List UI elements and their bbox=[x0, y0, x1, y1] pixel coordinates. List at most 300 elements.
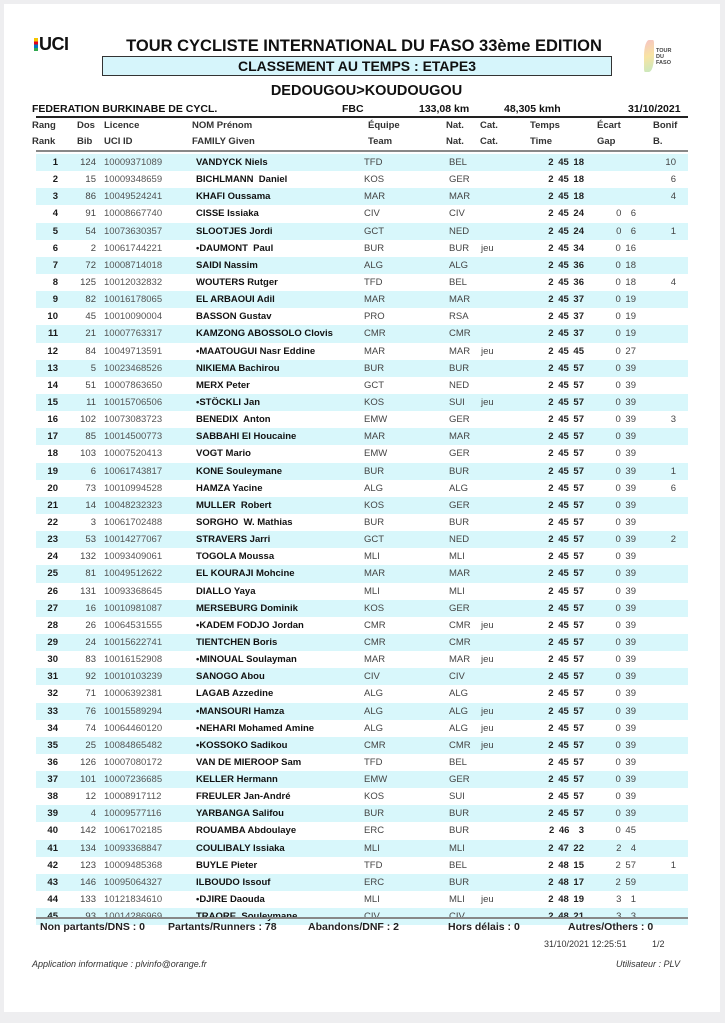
gap-cell: 0 39 bbox=[615, 396, 636, 408]
time-cell: 2 45 57 bbox=[548, 482, 584, 494]
uci-id-cell: 10010090004 bbox=[104, 311, 163, 323]
uci-id-cell: 10061702185 bbox=[104, 825, 163, 837]
nationality-cell: MAR bbox=[449, 568, 471, 580]
stage-distance: 133,08 km bbox=[419, 103, 470, 115]
rider-name-cell: FREULER Jan-André bbox=[196, 791, 291, 803]
uci-id-cell: 10048232323 bbox=[104, 499, 163, 511]
bib-cell: 51 bbox=[85, 379, 96, 391]
time-cell: 2 45 57 bbox=[548, 722, 584, 734]
rank-cell: 20 bbox=[47, 482, 58, 494]
bib-cell: 103 bbox=[80, 448, 96, 460]
bib-cell: 133 bbox=[80, 894, 96, 906]
category-cell: jeu bbox=[481, 705, 494, 717]
bonus-cell: 4 bbox=[670, 276, 676, 288]
rank-cell: 37 bbox=[47, 774, 58, 786]
bib-cell: 92 bbox=[85, 671, 96, 683]
user-credit: Utilisateur : PLV bbox=[616, 959, 681, 969]
team-cell: EMW bbox=[364, 774, 388, 786]
col-name-en: FAMILY Given bbox=[192, 136, 255, 147]
rider-name-cell: •KADEM FODJO Jordan bbox=[196, 619, 304, 631]
team-cell: CMR bbox=[364, 636, 386, 648]
table-row bbox=[36, 857, 688, 874]
rank-cell: 2 bbox=[52, 174, 58, 186]
col-team-fr: Équipe bbox=[368, 120, 400, 131]
nationality-cell: MLI bbox=[449, 842, 465, 854]
uci-id-cell: 10008667740 bbox=[104, 208, 163, 220]
col-bonif-fr: Bonif bbox=[653, 120, 678, 131]
nationality-cell: MAR bbox=[449, 191, 471, 203]
uci-logo bbox=[34, 34, 69, 55]
gap-cell: 0 6 bbox=[616, 225, 636, 237]
rider-name-cell: DIALLO Yaya bbox=[196, 585, 256, 597]
time-cell: 2 45 45 bbox=[548, 345, 584, 357]
federation-name: FEDERATION BURKINABE DE CYCL. bbox=[32, 103, 218, 115]
nationality-cell: MLI bbox=[449, 894, 465, 906]
rider-name-cell: CISSE Issiaka bbox=[196, 208, 259, 220]
team-cell: BUR bbox=[364, 465, 385, 477]
rank-cell: 22 bbox=[47, 516, 58, 528]
rank-cell: 33 bbox=[47, 705, 58, 717]
uci-id-cell: 10010103239 bbox=[104, 671, 163, 683]
col-cat-fr: Cat. bbox=[480, 120, 498, 131]
time-cell: 2 45 57 bbox=[548, 671, 584, 683]
uci-id-cell: 10095064327 bbox=[104, 876, 163, 888]
bib-cell: 26 bbox=[85, 619, 96, 631]
time-cell: 2 45 34 bbox=[548, 242, 584, 254]
bib-cell: 11 bbox=[86, 396, 96, 408]
table-row bbox=[36, 754, 688, 771]
gap-cell: 0 39 bbox=[615, 414, 636, 426]
nationality-cell: MAR bbox=[449, 294, 471, 306]
time-cell: 2 45 57 bbox=[548, 602, 584, 614]
bib-cell: 16 bbox=[85, 602, 96, 614]
bib-cell: 134 bbox=[80, 842, 96, 854]
team-cell: TFD bbox=[364, 276, 383, 288]
bib-cell: 125 bbox=[80, 276, 96, 288]
bib-cell: 82 bbox=[85, 294, 96, 306]
gap-cell: 0 39 bbox=[615, 688, 636, 700]
col-name-fr: NOM Prénom bbox=[192, 120, 253, 131]
uci-id-cell: 10121834610 bbox=[104, 894, 163, 906]
gap-cell: 0 18 bbox=[615, 259, 636, 271]
time-cell: 2 45 57 bbox=[548, 636, 584, 648]
bib-cell: 86 bbox=[85, 191, 96, 203]
table-row bbox=[36, 651, 688, 668]
event-title: TOUR CYCLISTE INTERNATIONAL DU FASO 33ème EDITION bbox=[126, 37, 602, 55]
rider-name-cell: STRAVERS Jarri bbox=[196, 534, 271, 546]
application-credit: Application informatique : plvinfo@orange.fr bbox=[32, 959, 207, 969]
results-table bbox=[36, 154, 688, 925]
table-row bbox=[36, 257, 688, 274]
team-cell: ALG bbox=[364, 688, 384, 700]
bib-cell: 76 bbox=[85, 705, 96, 717]
rank-cell: 32 bbox=[47, 688, 58, 700]
faso-logo-line: DU bbox=[656, 54, 664, 60]
rider-name-cell: •MAATOUGUI Nasr Eddine bbox=[196, 345, 316, 357]
nationality-cell: ALG bbox=[449, 705, 469, 717]
rank-cell: 14 bbox=[47, 379, 58, 391]
time-cell: 2 48 17 bbox=[548, 876, 584, 888]
bonus-cell: 2 bbox=[670, 534, 676, 546]
category-cell: jeu bbox=[481, 619, 494, 631]
rank-cell: 40 bbox=[47, 825, 58, 837]
team-cell: KOS bbox=[364, 499, 385, 511]
bib-cell: 102 bbox=[80, 414, 96, 426]
time-cell: 2 45 24 bbox=[548, 208, 584, 220]
rider-name-cell: HAMZA Yacine bbox=[196, 482, 263, 494]
team-cell: PRO bbox=[364, 311, 385, 323]
bib-cell: 123 bbox=[80, 859, 96, 871]
bonus-cell: 3 bbox=[670, 414, 676, 426]
hors-delais-count: Hors délais : 0 bbox=[448, 921, 520, 933]
nationality-cell: GER bbox=[449, 448, 470, 460]
time-cell: 2 48 19 bbox=[548, 894, 584, 906]
rider-name-cell: KELLER Hermann bbox=[196, 774, 278, 786]
table-row bbox=[36, 822, 688, 839]
table-row bbox=[36, 428, 688, 445]
gap-cell: 0 39 bbox=[615, 448, 636, 460]
rank-cell: 4 bbox=[52, 208, 58, 220]
rank-cell: 24 bbox=[47, 551, 58, 563]
time-cell: 2 45 18 bbox=[548, 191, 584, 203]
table-row bbox=[36, 874, 688, 891]
rank-cell: 13 bbox=[47, 362, 58, 374]
table-row bbox=[36, 325, 688, 342]
col-licence-fr: Licence bbox=[104, 120, 140, 131]
bib-cell: 142 bbox=[80, 825, 96, 837]
rider-name-cell: KAMZONG ABOSSOLO Clovis bbox=[196, 328, 333, 340]
team-cell: ALG bbox=[364, 705, 384, 717]
rank-cell: 1 bbox=[52, 157, 58, 168]
nationality-cell: BEL bbox=[449, 859, 467, 871]
uci-id-cell: 10016178065 bbox=[104, 294, 163, 306]
bib-cell: 73 bbox=[85, 482, 96, 494]
table-row bbox=[36, 531, 688, 548]
rank-cell: 7 bbox=[52, 259, 58, 271]
nationality-cell: MLI bbox=[449, 585, 465, 597]
team-cell: BUR bbox=[364, 242, 385, 254]
table-row bbox=[36, 394, 688, 411]
nationality-cell: SUI bbox=[449, 791, 465, 803]
bonus-cell: 1 bbox=[670, 465, 676, 477]
uci-id-cell: 10064531555 bbox=[104, 619, 163, 631]
time-cell: 2 45 57 bbox=[548, 705, 584, 717]
team-cell: CMR bbox=[364, 739, 386, 751]
nationality-cell: BUR bbox=[449, 516, 470, 528]
rank-cell: 6 bbox=[52, 242, 58, 254]
uci-id-cell: 10007080172 bbox=[104, 756, 163, 768]
table-row bbox=[36, 805, 688, 822]
bib-cell: 131 bbox=[80, 585, 96, 597]
rider-name-cell: •KOSSOKO Sadikou bbox=[196, 739, 288, 751]
nationality-cell: NED bbox=[449, 379, 470, 391]
faso-swoosh-icon bbox=[644, 40, 654, 72]
table-row bbox=[36, 840, 688, 857]
rider-name-cell: TOGOLA Moussa bbox=[196, 551, 275, 563]
time-cell: 2 45 57 bbox=[548, 516, 584, 528]
bib-cell: 25 bbox=[85, 739, 96, 751]
time-cell: 2 45 57 bbox=[548, 431, 584, 443]
rider-name-cell: VAN DE MIEROOP Sam bbox=[196, 756, 302, 768]
nationality-cell: ALG bbox=[449, 722, 469, 734]
time-cell: 2 45 37 bbox=[548, 311, 584, 323]
time-cell: 2 45 18 bbox=[548, 157, 584, 168]
nationality-cell: ALG bbox=[449, 259, 469, 271]
bib-cell: 14 bbox=[85, 499, 96, 511]
table-row bbox=[36, 154, 688, 171]
category-cell: jeu bbox=[481, 396, 494, 408]
federation-code: FBC bbox=[342, 103, 364, 115]
time-cell: 2 45 57 bbox=[548, 362, 584, 374]
nationality-cell: BEL bbox=[449, 157, 467, 168]
uci-id-cell: 10014277067 bbox=[104, 534, 163, 546]
bonus-cell: 10 bbox=[665, 157, 676, 168]
team-cell: BUR bbox=[364, 808, 385, 820]
rider-name-cell: SLOOTJES Jordi bbox=[196, 225, 273, 237]
gap-cell: 0 39 bbox=[615, 568, 636, 580]
category-cell: jeu bbox=[481, 894, 494, 906]
bonus-cell: 1 bbox=[670, 859, 676, 871]
team-cell: KOS bbox=[364, 791, 385, 803]
time-cell: 2 45 57 bbox=[548, 774, 584, 786]
uci-id-cell: 10061702488 bbox=[104, 516, 163, 528]
uci-id-cell: 10073083723 bbox=[104, 414, 163, 426]
rider-name-cell: VANDYCK Niels bbox=[196, 157, 268, 168]
col-bonif-en: B. bbox=[653, 136, 663, 147]
gap-cell: 2 57 bbox=[615, 859, 636, 871]
bib-cell: 12 bbox=[85, 791, 96, 803]
nationality-cell: BUR bbox=[449, 876, 470, 888]
rider-name-cell: COULIBALY Issiaka bbox=[196, 842, 285, 854]
bib-cell: 3 bbox=[90, 516, 96, 528]
gap-cell: 0 6 bbox=[616, 208, 636, 220]
stage-route: DEDOUGOU>KOUDOUGOU bbox=[270, 83, 463, 99]
team-cell: ALG bbox=[364, 482, 384, 494]
rider-name-cell: WOUTERS Rutger bbox=[196, 276, 278, 288]
rider-name-cell: EL KOURAJI Mohcine bbox=[196, 568, 295, 580]
gap-cell: 0 39 bbox=[615, 619, 636, 631]
uci-id-cell: 10006392381 bbox=[104, 688, 163, 700]
team-cell: KOS bbox=[364, 396, 385, 408]
nationality-cell: CIV bbox=[449, 208, 465, 220]
time-cell: 2 45 57 bbox=[548, 534, 584, 546]
table-row bbox=[36, 668, 688, 685]
rank-cell: 26 bbox=[47, 585, 58, 597]
rider-name-cell: KONE Souleymane bbox=[196, 465, 283, 477]
team-cell: MAR bbox=[364, 568, 386, 580]
col-time-en: Time bbox=[530, 136, 553, 147]
nationality-cell: NED bbox=[449, 534, 470, 546]
nationality-cell: MLI bbox=[449, 551, 465, 563]
col-rank-fr: Rang bbox=[32, 120, 56, 131]
uci-id-cell: 10007763317 bbox=[104, 328, 163, 340]
rider-name-cell: LAGAB Azzedine bbox=[196, 688, 274, 700]
team-cell: ALG bbox=[364, 259, 384, 271]
time-cell: 2 45 57 bbox=[548, 808, 584, 820]
bib-cell: 24 bbox=[85, 636, 96, 648]
gap-cell: 0 27 bbox=[615, 345, 636, 357]
nationality-cell: GER bbox=[449, 774, 470, 786]
time-cell: 2 45 57 bbox=[548, 688, 584, 700]
gap-cell: 0 39 bbox=[615, 516, 636, 528]
faso-logo-line: TOUR bbox=[656, 48, 672, 54]
uci-id-cell: 10008917112 bbox=[104, 791, 162, 803]
tour-du-faso-logo bbox=[640, 36, 682, 76]
gap-cell: 0 39 bbox=[615, 551, 636, 563]
rank-cell: 8 bbox=[52, 276, 58, 288]
time-cell: 2 45 57 bbox=[548, 379, 584, 391]
time-cell: 2 45 57 bbox=[548, 414, 584, 426]
rank-cell: 19 bbox=[47, 465, 58, 477]
rider-name-cell: MERSEBURG Dominik bbox=[196, 602, 298, 614]
gap-cell: 0 39 bbox=[615, 585, 636, 597]
team-cell: MAR bbox=[364, 431, 386, 443]
bonus-cell: 1 bbox=[670, 225, 676, 237]
rank-cell: 16 bbox=[47, 414, 58, 426]
uci-id-cell: 10010994528 bbox=[104, 482, 163, 494]
nationality-cell: BUR bbox=[449, 825, 470, 837]
bib-cell: 83 bbox=[85, 654, 96, 666]
bib-cell: 81 bbox=[85, 568, 96, 580]
rank-cell: 30 bbox=[47, 654, 58, 666]
rider-name-cell: EL ARBAOUI Adil bbox=[196, 294, 275, 306]
nationality-cell: NED bbox=[449, 225, 470, 237]
time-cell: 2 45 57 bbox=[548, 465, 584, 477]
time-cell: 2 45 57 bbox=[548, 756, 584, 768]
team-cell: GCT bbox=[364, 379, 385, 391]
team-cell: ERC bbox=[364, 876, 385, 888]
bib-cell: 4 bbox=[90, 808, 96, 820]
bib-cell: 85 bbox=[85, 431, 96, 443]
nationality-cell: GER bbox=[449, 602, 470, 614]
team-cell: TFD bbox=[364, 157, 383, 168]
gap-cell: 0 39 bbox=[615, 808, 636, 820]
col-nat-en: Nat. bbox=[446, 136, 464, 147]
rank-cell: 43 bbox=[47, 876, 58, 888]
nationality-cell: SUI bbox=[449, 396, 465, 408]
rider-name-cell: BASSON Gustav bbox=[196, 311, 272, 323]
gap-cell: 0 39 bbox=[615, 465, 636, 477]
team-cell: MLI bbox=[364, 551, 380, 563]
rider-name-cell: MULLER Robert bbox=[196, 499, 272, 511]
dns-count: Non partants/DNS : 0 bbox=[40, 921, 146, 933]
race-date: 31/10/2021 bbox=[628, 103, 681, 115]
uci-id-cell: 10015589294 bbox=[104, 705, 163, 717]
table-row bbox=[36, 291, 688, 308]
table-row bbox=[36, 737, 688, 754]
category-cell: jeu bbox=[481, 345, 494, 357]
rider-name-cell: SORGHO W. Mathias bbox=[196, 516, 293, 528]
bib-cell: 71 bbox=[85, 688, 96, 700]
rider-name-cell: VOGT Mario bbox=[196, 448, 251, 460]
nationality-cell: ALG bbox=[449, 482, 469, 494]
rider-name-cell: BUYLE Pieter bbox=[196, 859, 258, 871]
rider-name-cell: BICHLMANN Daniel bbox=[196, 174, 288, 186]
team-cell: MAR bbox=[364, 294, 386, 306]
nationality-cell: CMR bbox=[449, 328, 471, 340]
bib-cell: 21 bbox=[85, 328, 96, 340]
time-cell: 2 45 57 bbox=[548, 568, 584, 580]
table-row bbox=[36, 411, 688, 428]
gap-cell: 0 45 bbox=[615, 825, 636, 837]
rider-name-cell: SAIDI Nassim bbox=[196, 259, 258, 271]
uci-id-cell: 10009371089 bbox=[104, 157, 163, 168]
rider-name-cell: KHAFI Oussama bbox=[196, 191, 271, 203]
time-cell: 2 45 36 bbox=[548, 276, 584, 288]
rank-cell: 10 bbox=[47, 311, 58, 323]
print-timestamp: 31/10/2021 12:25:51 bbox=[544, 939, 627, 949]
table-row bbox=[36, 634, 688, 651]
col-team-en: Team bbox=[368, 136, 393, 147]
rider-name-cell: SABBAHI El Houcaine bbox=[196, 431, 297, 443]
uci-id-cell: 10093368645 bbox=[104, 585, 163, 597]
table-row bbox=[36, 205, 688, 222]
gap-cell: 0 39 bbox=[615, 379, 636, 391]
table-row bbox=[36, 771, 688, 788]
nationality-cell: GER bbox=[449, 174, 470, 186]
time-cell: 2 45 24 bbox=[548, 225, 584, 237]
bonus-cell: 6 bbox=[670, 482, 676, 494]
col-bib-en: Bib bbox=[77, 136, 93, 147]
bib-cell: 84 bbox=[85, 345, 96, 357]
rider-name-cell: •DAUMONT Paul bbox=[196, 242, 274, 254]
uci-id-cell: 10084865482 bbox=[104, 739, 163, 751]
col-cat-en: Cat. bbox=[480, 136, 498, 147]
col-nat-fr: Nat. bbox=[446, 120, 464, 131]
nationality-cell: GER bbox=[449, 414, 470, 426]
category-cell: jeu bbox=[481, 654, 494, 666]
gap-cell: 0 18 bbox=[615, 276, 636, 288]
time-cell: 2 45 57 bbox=[548, 499, 584, 511]
gap-cell: 0 39 bbox=[615, 534, 636, 546]
rank-cell: 15 bbox=[47, 396, 58, 408]
gap-cell: 2 4 bbox=[616, 842, 636, 854]
col-licence-en: UCI ID bbox=[104, 136, 133, 147]
rank-cell: 41 bbox=[47, 842, 58, 854]
bib-cell: 5 bbox=[90, 362, 96, 374]
table-row bbox=[36, 308, 688, 325]
table-row bbox=[36, 171, 688, 188]
gap-cell: 0 19 bbox=[615, 328, 636, 340]
bib-cell: 101 bbox=[80, 774, 96, 786]
table-row bbox=[36, 274, 688, 291]
nationality-cell: CMR bbox=[449, 636, 471, 648]
nationality-cell: BUR bbox=[449, 465, 470, 477]
gap-cell: 0 39 bbox=[615, 431, 636, 443]
rank-cell: 44 bbox=[47, 894, 58, 906]
rank-cell: 42 bbox=[47, 859, 58, 871]
uci-id-cell: 10007520413 bbox=[104, 448, 163, 460]
uci-id-cell: 10008714018 bbox=[104, 259, 163, 271]
nationality-cell: CIV bbox=[449, 671, 465, 683]
nationality-cell: BEL bbox=[449, 756, 467, 768]
nationality-cell: GER bbox=[449, 499, 470, 511]
faso-logo-line: FASO bbox=[656, 60, 671, 66]
rank-cell: 35 bbox=[47, 739, 58, 751]
bib-cell: 6 bbox=[90, 465, 96, 477]
nationality-cell: BEL bbox=[449, 276, 467, 288]
team-cell: MLI bbox=[364, 842, 380, 854]
bonus-cell: 4 bbox=[670, 191, 676, 203]
uci-id-cell: 10014500773 bbox=[104, 431, 163, 443]
bib-cell: 2 bbox=[90, 242, 96, 254]
uci-id-cell: 10007236685 bbox=[104, 774, 163, 786]
uci-id-cell: 10009577116 bbox=[104, 808, 162, 820]
gap-cell: 0 39 bbox=[615, 499, 636, 511]
team-cell: MAR bbox=[364, 191, 386, 203]
col-gap-fr: Écart bbox=[597, 120, 621, 131]
page-number: 1/2 bbox=[652, 939, 665, 949]
